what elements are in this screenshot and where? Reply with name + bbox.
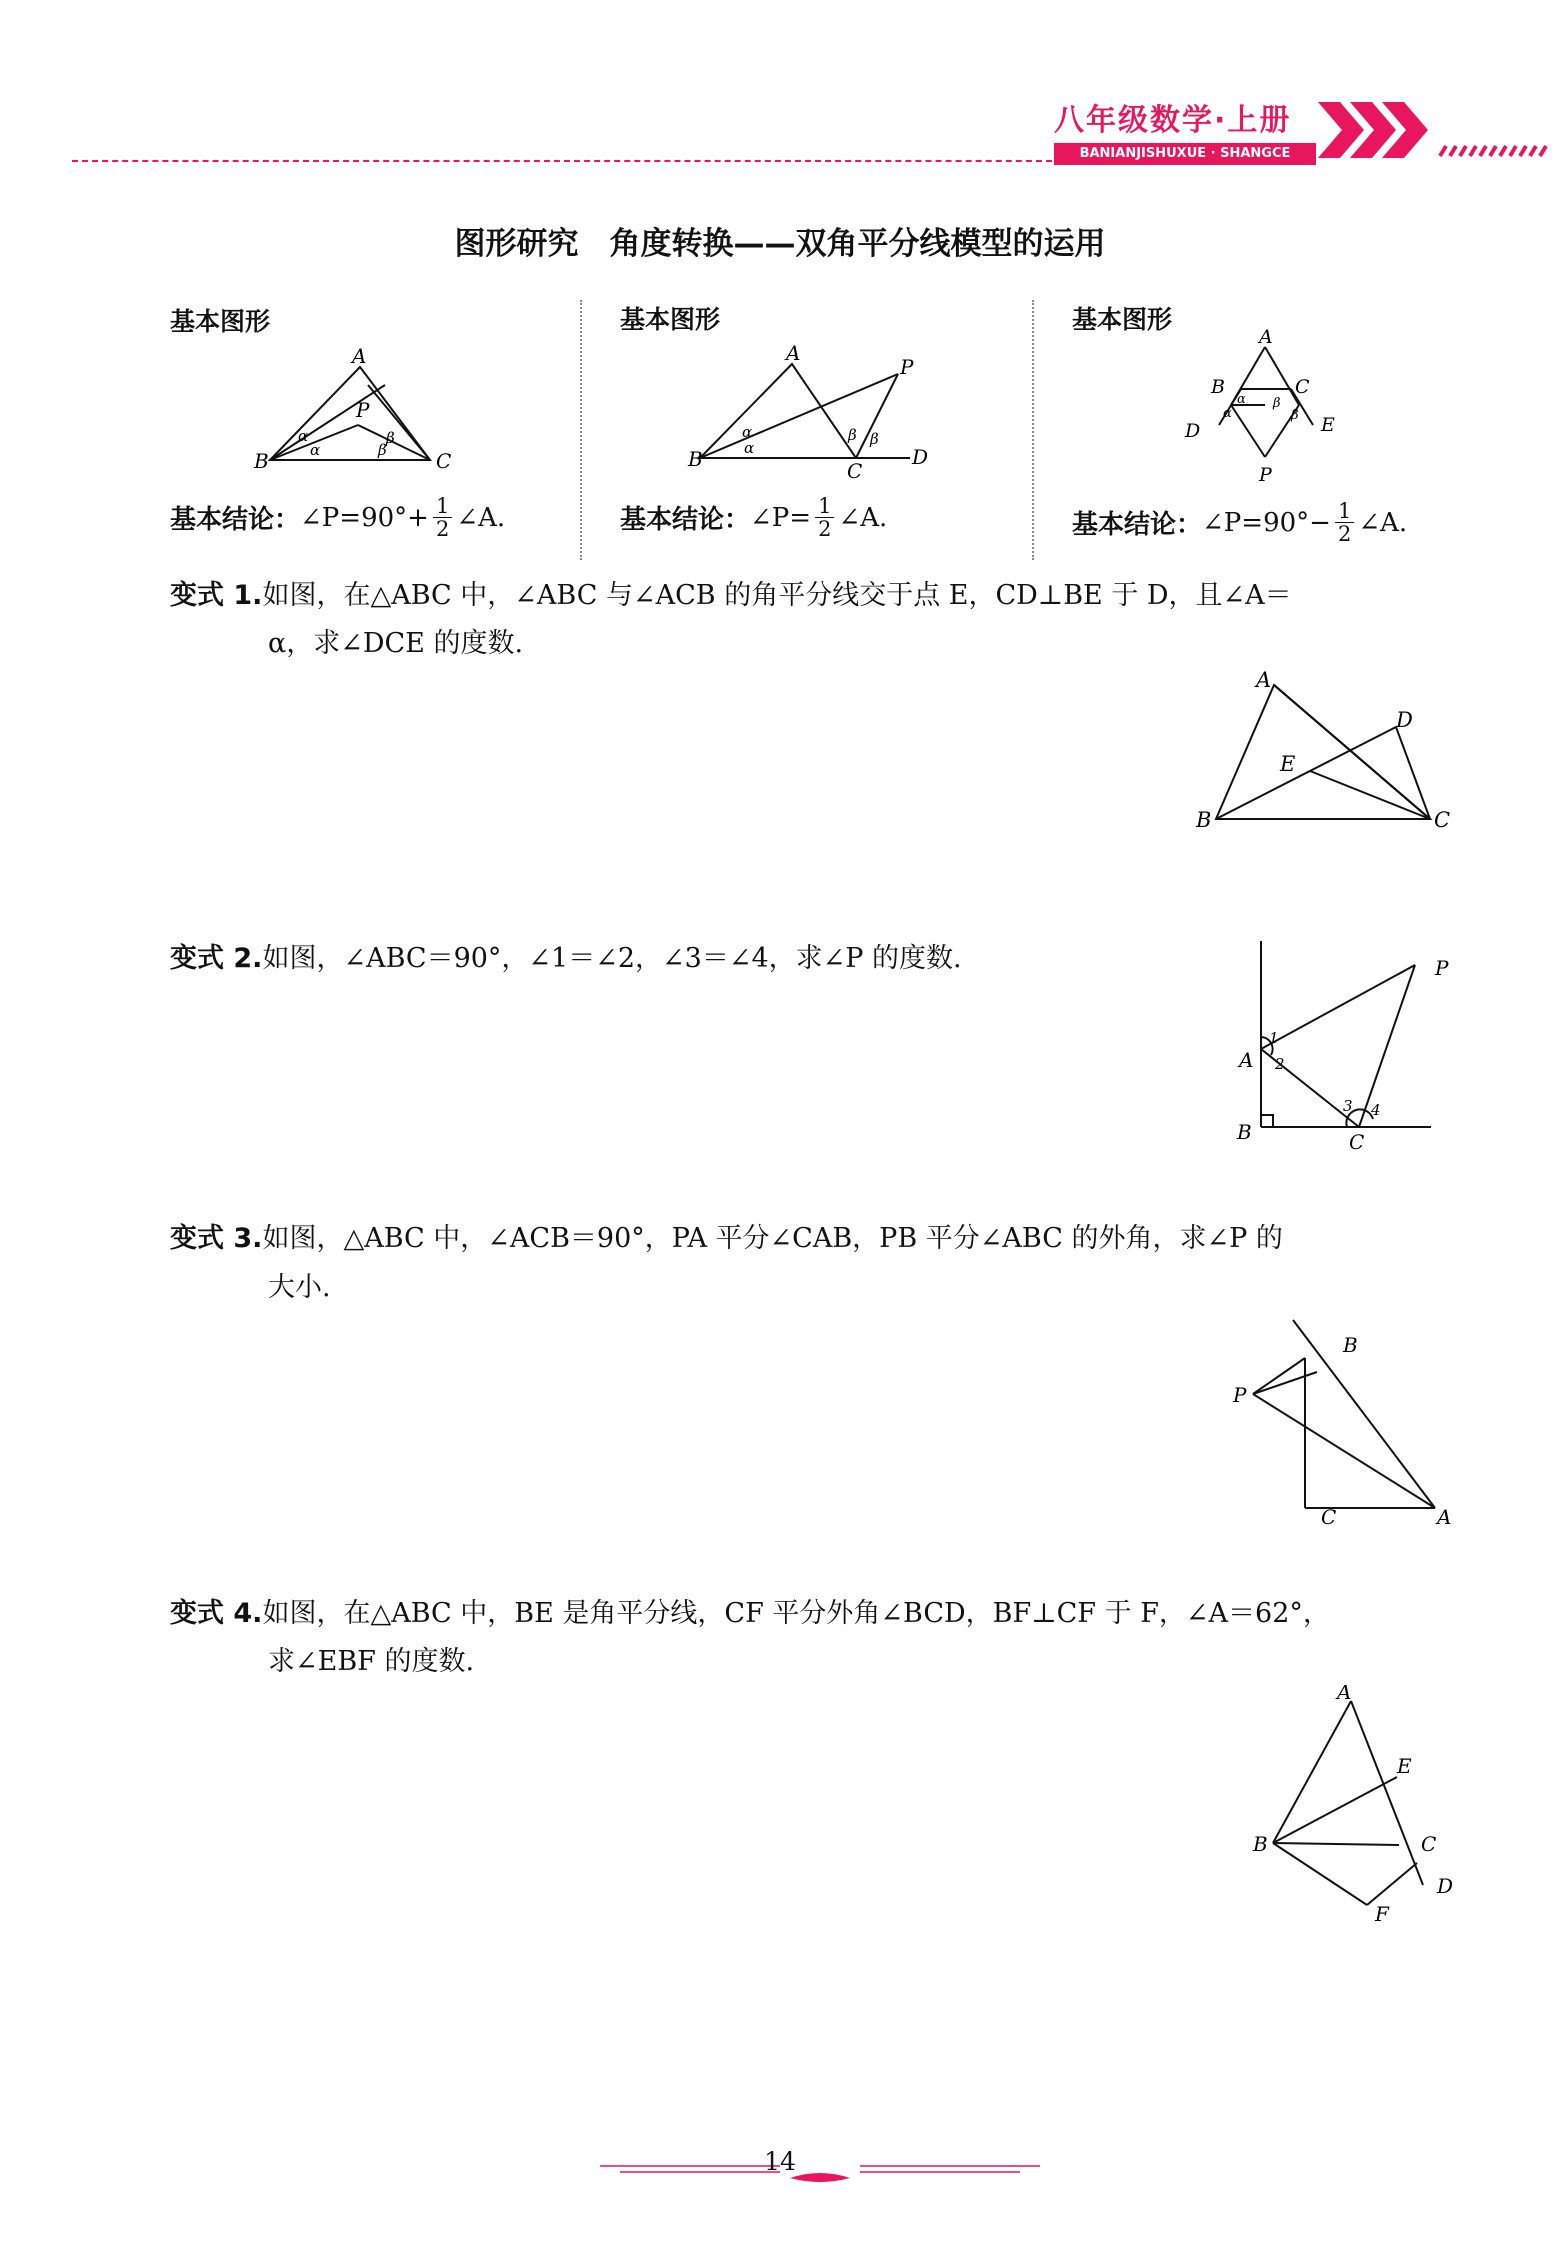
svg-text:P: P [1435,956,1449,980]
svg-text:C: C [1421,1832,1437,1856]
basic-conclusion-2: 基本结论： ∠P= $\frac{1}{2}$ ∠A. [620,494,888,542]
svg-text:D: D [1396,708,1413,732]
svg-text:C: C [1295,376,1310,398]
svg-text:C: C [1434,808,1451,832]
svg-text:C: C [847,459,863,480]
problem-4-figure [1245,1685,1475,1925]
svg-text:3: 3 [1343,1097,1353,1115]
svg-text:2: 2 [1275,1055,1285,1073]
svg-text:E: E [1321,414,1335,436]
svg-text:C: C [1321,1505,1337,1529]
svg-text:B: B [1196,808,1212,832]
problem-4-line-1: 变式 4.如图，在△ABC 中，BE 是角平分线，CF 平分外角∠BCD，BF⊥CF 于 F，∠A＝62°， [170,1598,1330,1629]
svg-text:α: α [744,439,755,457]
svg-text:P: P [900,355,914,379]
book-subtitle: BANIANJISHUXUE · SHANGCE [1054,143,1316,165]
svg-text:β: β [1273,396,1281,411]
svg-text:A: A [786,341,801,365]
problem-2-line-1: 变式 2.如图，∠ABC＝90°，∠1＝∠2，∠3＝∠4，求∠P 的度数. [170,943,962,974]
svg-text:D: D [1185,420,1201,442]
header-dashed-line [72,160,1062,162]
svg-text:β: β [378,441,387,459]
svg-text:P: P [1259,464,1272,486]
svg-text:4: 4 [1371,1101,1381,1119]
basic-conclusion-3: 基本结论： ∠P=90°− $\frac{1}{2}$ ∠A. [1072,499,1408,547]
svg-text:D: D [1437,1874,1454,1898]
svg-text:α: α [298,427,309,445]
svg-text:E: E [1280,752,1296,776]
page-number: 14 [764,2147,796,2176]
book-title: 八年级数学·上册 [1054,103,1292,138]
svg-text:B: B [688,447,703,471]
svg-text:B: B [1237,1120,1252,1144]
svg-text:β: β [870,430,879,448]
svg-text:A: A [1256,668,1272,692]
svg-text:α: α [1237,392,1246,407]
svg-text:P: P [1233,1383,1247,1407]
svg-text:β: β [848,426,857,444]
basic-figure-heading-3: 基本图形 [1072,305,1173,334]
problem-2-figure [1225,935,1465,1155]
problem-4-line-2: 求∠EBF 的度数. [268,1646,475,1677]
svg-text:1: 1 [1269,1029,1279,1047]
column-divider [580,300,582,560]
basic-figure-heading-1: 基本图形 [170,307,271,336]
label-b: B [254,449,269,473]
svg-text:A: A [1437,1505,1452,1529]
label-a: A [352,345,367,368]
label-p: P [356,398,370,422]
svg-text:F: F [1375,1902,1389,1925]
problem-1-figure [1190,665,1460,845]
svg-text:α: α [1223,406,1232,421]
column-divider [1032,300,1034,560]
header-arrows-icon [1316,98,1554,168]
svg-text:A: A [1239,1048,1254,1072]
label-c: C [436,449,452,473]
page-title: 图形研究 角度转换——双角平分线模型的运用 [454,226,1106,262]
svg-text:D: D [912,445,929,469]
basic-figure-3 [1175,325,1345,490]
problem-3-figure [1225,1310,1475,1530]
svg-text:α: α [310,441,321,459]
svg-text:α: α [742,423,753,441]
problem-1-line-1: 变式 1.如图，在△ABC 中，∠ABC 与∠ACB 的角平分线交于点 E，CD⊥BE 于 D，且∠A＝ [170,580,1292,611]
basic-figure-2 [680,340,940,480]
svg-text:B: B [1211,376,1225,398]
svg-text:E: E [1397,1754,1412,1778]
basic-conclusion-1: 基本结论： ∠P=90°+ $\frac{1}{2}$ ∠A. [170,494,506,542]
basic-figure-1 [250,345,470,475]
problem-1-line-2: α，求∠DCE 的度数. [268,628,524,659]
svg-text:β: β [386,429,395,447]
problem-3-line-1: 变式 3.如图，△ABC 中，∠ACB＝90°，PA 平分∠CAB，PB 平分∠ABC 的外角，求∠P 的 [170,1223,1283,1254]
svg-text:A: A [1259,326,1273,348]
problem-3-line-2: 大小. [268,1272,331,1303]
svg-text:B: B [1253,1832,1268,1856]
svg-text:β: β [1291,408,1299,423]
svg-text:C: C [1349,1130,1365,1154]
svg-text:B: B [1343,1333,1358,1357]
basic-figure-heading-2: 基本图形 [620,305,721,334]
svg-text:A: A [1337,1685,1352,1704]
